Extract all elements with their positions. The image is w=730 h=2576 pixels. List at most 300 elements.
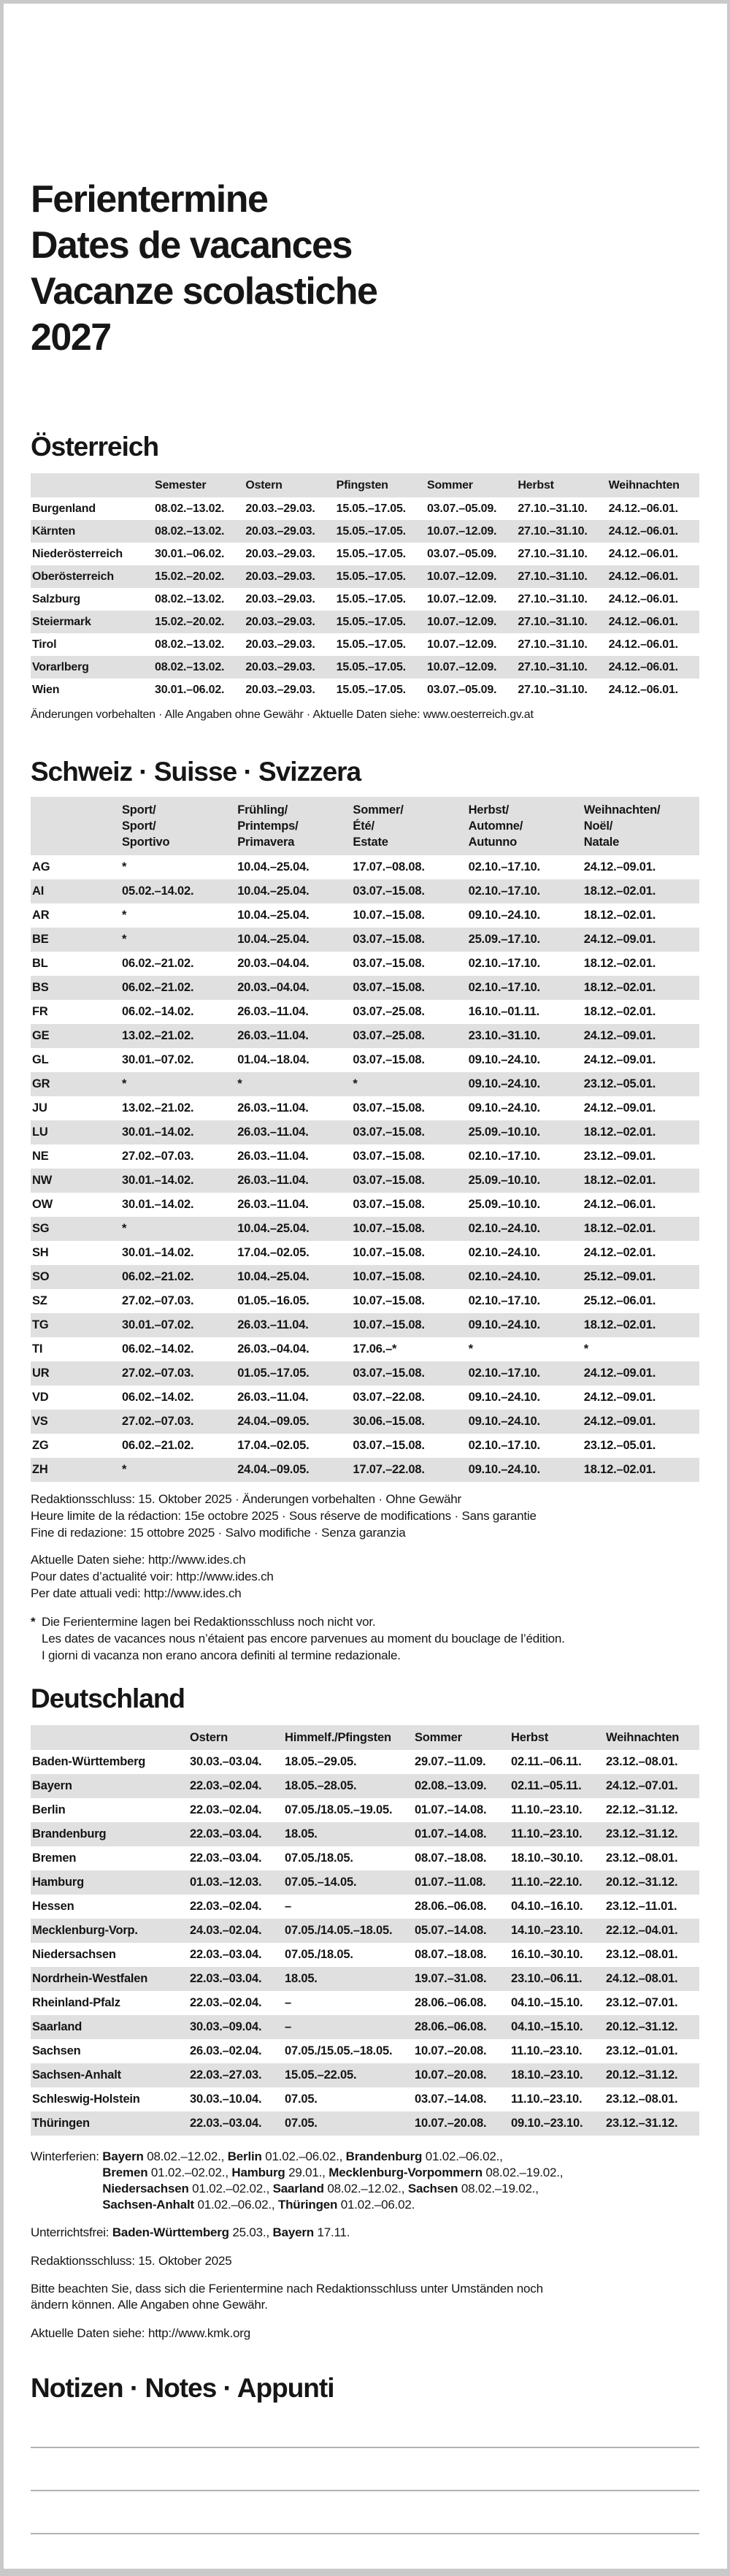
- date-cell: 10.07.–12.09.: [427, 660, 497, 673]
- table-row: [31, 976, 699, 1000]
- date-cell: 27.10.–31.10.: [518, 570, 588, 583]
- date-cell: 02.10.–17.10.: [468, 1294, 540, 1307]
- date-cell: 06.02.–21.02.: [122, 1439, 194, 1452]
- date-cell: 26.03.–11.04.: [237, 1029, 309, 1042]
- date-cell: 27.10.–31.10.: [518, 524, 588, 538]
- date-cell: 28.06.–06.08.: [415, 2020, 487, 2033]
- date-cell: 27.10.–31.10.: [518, 615, 588, 628]
- table-row: [31, 855, 699, 879]
- row-label: AR: [32, 909, 50, 922]
- ides-link-fr: Pour dates d’actualité voir: http://www.ides.ch: [31, 1570, 274, 1583]
- ides-link-de: Aktuelle Daten siehe: http://www.ides.ch: [31, 1553, 246, 1567]
- date-cell: 02.08.–13.09.: [415, 1779, 487, 1792]
- date-cell: 24.12.–06.01.: [608, 547, 678, 560]
- row-label: GE: [32, 1029, 50, 1042]
- date-cell: 22.03.–02.04.: [190, 1996, 262, 2009]
- row-label: Niederösterreich: [32, 547, 123, 560]
- switzerland-holiday-table: [31, 797, 699, 1482]
- date-cell: 18.12.–02.01.: [583, 909, 656, 922]
- table-header-row: [31, 473, 699, 497]
- date-cell: 10.07.–20.08.: [415, 2068, 487, 2082]
- document-page: [4, 4, 727, 2569]
- table-row: [31, 565, 699, 588]
- page-title: [31, 177, 701, 361]
- date-cell: 02.10.–17.10.: [468, 1367, 540, 1380]
- date-cell: 24.04.–09.05.: [237, 1415, 310, 1428]
- date-cell: 03.07.–15.08.: [353, 1198, 425, 1211]
- date-cell: 03.07.–15.08.: [353, 981, 425, 994]
- row-label: Thüringen: [32, 2117, 90, 2130]
- column-header: Herbst: [518, 478, 554, 492]
- asterisk-note-fr: Les dates de vacances nous n’étaient pas encore parvenues au moment du bouclage de l’édition.: [42, 1632, 565, 1646]
- table-row: [31, 543, 699, 565]
- austria-footnote: Änderungen vorbehalten · Alle Angaben ohne Gewähr · Aktuelle Daten siehe: www.oesterreich.gv.at: [31, 708, 534, 721]
- date-cell: 20.03.–29.03.: [245, 660, 315, 673]
- date-cell: 10.07.–12.09.: [427, 638, 497, 651]
- date-cell: 18.12.–02.01.: [583, 1005, 656, 1018]
- date-cell: 03.07.–15.08.: [353, 1101, 425, 1115]
- date-cell: 11.10.–23.10.: [511, 1803, 583, 1816]
- date-cell: 11.10.–22.10.: [511, 1876, 583, 1889]
- row-label: Hamburg: [32, 1876, 85, 1889]
- state-name: Brandenburg: [345, 2149, 423, 2163]
- date-cell: 23.12.–07.01.: [606, 1996, 678, 2009]
- table-row: [31, 1361, 699, 1386]
- table-row: [31, 1000, 699, 1024]
- date-cell: 22.03.–02.04.: [190, 1803, 262, 1816]
- section-notes: [31, 2372, 701, 2534]
- column-header: Weihnachten/ Noël/ Natale: [583, 803, 661, 849]
- date-cell: 25.12.–06.01.: [583, 1294, 656, 1307]
- date-cell: 07.05./18.05.: [285, 1948, 353, 1961]
- row-label: Saarland: [32, 2020, 82, 2033]
- date-cell: 23.12.–05.01.: [583, 1077, 656, 1090]
- date-cell: 10.04.–25.04.: [237, 933, 310, 946]
- row-label: Wien: [32, 683, 60, 696]
- date-cell: 03.07.–05.09.: [427, 502, 497, 515]
- table-row: [31, 1410, 699, 1434]
- date-cell: 27.10.–31.10.: [518, 638, 588, 651]
- date-cell: 08.07.–18.08.: [415, 1948, 487, 1961]
- date-cell: 15.05.–17.05.: [336, 660, 406, 673]
- date-cell: 30.01.–06.02.: [155, 683, 225, 696]
- date-cell: 03.07.–15.08.: [353, 1125, 425, 1139]
- winterferien-line: Bayern 08.02.–12.02., Berlin 01.02.–06.02., Brandenburg 01.02.–06.02.,: [102, 2149, 503, 2163]
- row-label: Berlin: [32, 1803, 66, 1816]
- date-cell: 11.10.–23.10.: [511, 2092, 583, 2106]
- date-cell: 18.10.–23.10.: [511, 2068, 583, 2082]
- date-cell: 20.03.–04.04.: [237, 957, 310, 970]
- date-cell: 02.10.–24.10.: [468, 1270, 540, 1283]
- date-cell: 03.07.–25.08.: [353, 1005, 425, 1018]
- date-cell: 30.01.–14.02.: [122, 1246, 194, 1259]
- row-label: TI: [32, 1342, 43, 1356]
- date-cell: –: [285, 2020, 291, 2033]
- column-header: Sommer: [427, 478, 473, 492]
- date-cell: 26.03.–11.04.: [237, 1198, 309, 1211]
- table-row: [31, 1024, 699, 1048]
- date-cell: 02.10.–24.10.: [468, 1246, 540, 1259]
- date-cell: *: [122, 933, 127, 946]
- date-cell: 06.02.–14.02.: [122, 1391, 194, 1404]
- date-cell: *: [122, 1077, 127, 1090]
- date-cell: 27.02.–07.03.: [122, 1294, 194, 1307]
- section-austria: [31, 431, 701, 722]
- date-cell: 07.05./14.05.–18.05.: [285, 1924, 393, 1937]
- date-cell: 10.07.–15.08.: [353, 909, 425, 922]
- kmk-link: Aktuelle Daten siehe: http://www.kmk.org: [31, 2326, 250, 2340]
- date-cell: 23.12.–08.01.: [606, 1755, 678, 1768]
- row-label: AG: [32, 860, 50, 874]
- date-cell: 07.05./15.05.–18.05.: [285, 2044, 393, 2057]
- section-switzerland: [31, 756, 701, 1664]
- unterrichtsfrei-note: [31, 2225, 701, 2241]
- state-name: Bremen: [102, 2166, 148, 2179]
- date-cell: 18.10.–30.10.: [511, 1851, 583, 1865]
- date-cell: 07.05./18.05.: [285, 1851, 353, 1865]
- date-cell: 03.07.–22.08.: [353, 1391, 425, 1404]
- date-cell: 23.12.–31.12.: [606, 1827, 678, 1841]
- winterferien-note: [31, 2149, 701, 2213]
- date-cell: 24.12.–06.01.: [608, 502, 678, 515]
- date-cell: 10.07.–15.08.: [353, 1270, 425, 1283]
- date-cell: *: [237, 1077, 242, 1090]
- notes-heading: Notizen · Notes · Appunti: [31, 2373, 334, 2403]
- date-cell: 02.10.–17.10.: [468, 860, 540, 874]
- row-label: AI: [32, 884, 45, 898]
- date-cell: 24.12.–06.01.: [583, 1198, 656, 1211]
- state-name: Bayern: [102, 2149, 144, 2163]
- date-cell: 10.04.–25.04.: [237, 909, 310, 922]
- date-cell: 03.07.–14.08.: [415, 2092, 487, 2106]
- date-cell: 09.10.–24.10.: [468, 909, 540, 922]
- state-name: Berlin: [227, 2149, 262, 2163]
- date-cell: 24.12.–06.01.: [608, 592, 678, 605]
- date-cell: 30.01.–14.02.: [122, 1125, 194, 1139]
- section-germany: [31, 1683, 701, 2342]
- column-header: Weihnachten: [606, 1730, 680, 1744]
- date-cell: 24.12.–06.01.: [608, 524, 678, 538]
- row-label: NW: [32, 1174, 53, 1187]
- date-cell: 23.12.–11.01.: [606, 1900, 677, 1913]
- date-cell: 30.01.–06.02.: [155, 547, 225, 560]
- date-cell: 22.03.–03.04.: [190, 1851, 262, 1865]
- date-cell: 27.02.–07.03.: [122, 1150, 194, 1163]
- table-row: [31, 611, 699, 633]
- date-cell: 08.02.–13.02.: [155, 638, 225, 651]
- row-label: JU: [32, 1101, 47, 1115]
- state-name: Sachsen: [407, 2182, 458, 2195]
- table-row: [31, 1798, 699, 1822]
- date-cell: 24.12.–09.01.: [583, 933, 656, 946]
- table-row: [31, 1870, 699, 1895]
- austria-heading: Österreich: [31, 432, 159, 462]
- table-row: [31, 2063, 699, 2087]
- winterferien-line: Niedersachsen 01.02.–02.02., Saarland 08.02.–12.02., Sachsen 08.02.–19.02.,: [102, 2182, 539, 2195]
- date-cell: 23.12.–31.12.: [606, 2117, 678, 2130]
- column-header: Herbst/ Automne/ Autunno: [468, 803, 523, 849]
- date-cell: 10.04.–25.04.: [237, 860, 310, 874]
- date-cell: 22.12.–31.12.: [606, 1803, 678, 1816]
- table-header-row: [31, 797, 699, 855]
- row-label: SO: [32, 1270, 50, 1283]
- table-row: [31, 1895, 699, 1919]
- row-label: NE: [32, 1150, 49, 1163]
- row-label: Sachsen-Anhalt: [32, 2068, 121, 2082]
- date-cell: *: [122, 909, 127, 922]
- table-row: [31, 1919, 699, 1943]
- winterferien-line: Sachsen-Anhalt 01.02.–06.02., Thüringen 01.02.–06.02.: [102, 2198, 415, 2212]
- date-cell: 01.07.–11.08.: [415, 1876, 486, 1889]
- date-cell: 25.09.–17.10.: [468, 933, 540, 946]
- table-row: [31, 1774, 699, 1798]
- date-cell: 18.12.–02.01.: [583, 1174, 656, 1187]
- date-cell: 01.03.–12.03.: [190, 1876, 262, 1889]
- date-cell: 25.12.–09.01.: [583, 1270, 656, 1283]
- date-cell: 23.12.–08.01.: [606, 2092, 678, 2106]
- asterisk-note-de: Die Ferientermine lagen bei Redaktionsschluss noch nicht vor.: [42, 1615, 376, 1629]
- date-cell: 02.11.–06.11.: [511, 1755, 582, 1768]
- winterferien-line: Bremen 01.02.–02.02., Hamburg 29.01., Mecklenburg-Vorpommern 08.02.–19.02.,: [102, 2166, 564, 2179]
- table-row: [31, 1217, 699, 1241]
- table-row: [31, 928, 699, 952]
- date-cell: 23.12.–09.01.: [583, 1150, 656, 1163]
- column-header: Sport/ Sport/ Sportivo: [122, 803, 170, 849]
- date-cell: 26.03.–11.04.: [237, 1101, 309, 1115]
- date-cell: 03.07.–15.08.: [353, 957, 425, 970]
- unterrichtsfrei-label: Unterrichtsfrei:: [31, 2225, 112, 2239]
- date-cell: 15.05.–17.05.: [336, 524, 406, 538]
- row-label: Schleswig-Holstein: [32, 2092, 140, 2106]
- date-cell: 23.12.–08.01.: [606, 1948, 678, 1961]
- date-cell: 11.10.–23.10.: [511, 2044, 583, 2057]
- date-cell: 23.12.–01.01.: [606, 2044, 678, 2057]
- date-cell: 03.07.–25.08.: [353, 1029, 425, 1042]
- date-cell: 27.10.–31.10.: [518, 660, 588, 673]
- table-row: [31, 588, 699, 611]
- date-cell: 01.05.–17.05.: [237, 1367, 310, 1380]
- date-cell: 11.10.–23.10.: [511, 1827, 583, 1841]
- winterferien-label: Winterferien:: [31, 2149, 103, 2163]
- table-row: [31, 1434, 699, 1458]
- date-cell: 17.06.–*: [353, 1342, 397, 1356]
- date-cell: 27.10.–31.10.: [518, 547, 588, 560]
- ruled-line: [31, 2490, 699, 2491]
- date-cell: 22.12.–04.01.: [606, 1924, 678, 1937]
- date-cell: 22.03.–03.04.: [190, 1827, 262, 1841]
- date-cell: 20.03.–29.03.: [245, 615, 315, 628]
- row-label: TG: [32, 1318, 49, 1331]
- row-label: Hessen: [32, 1900, 74, 1913]
- date-cell: 14.10.–23.10.: [511, 1924, 583, 1937]
- date-cell: 09.10.–24.10.: [468, 1077, 540, 1090]
- table-header-row: [31, 1725, 699, 1750]
- date-cell: 05.02.–14.02.: [122, 884, 194, 898]
- date-cell: 15.05.–17.05.: [336, 638, 406, 651]
- table-row: [31, 2039, 699, 2063]
- row-label: Steiermark: [32, 615, 91, 628]
- row-label: SZ: [32, 1294, 47, 1307]
- date-cell: 25.09.–10.10.: [468, 1125, 540, 1139]
- date-cell: 02.10.–17.10.: [468, 1439, 540, 1452]
- date-cell: *: [583, 1342, 589, 1356]
- date-cell: 28.06.–06.08.: [415, 1996, 487, 2009]
- date-cell: 01.07.–14.08.: [415, 1827, 487, 1841]
- row-label: OW: [32, 1198, 53, 1211]
- date-cell: 09.10.–24.10.: [468, 1463, 540, 1476]
- table-row: [31, 1846, 699, 1870]
- row-label: Nordrhein-Westfalen: [32, 1972, 148, 1985]
- date-cell: 08.07.–18.08.: [415, 1851, 487, 1865]
- austria-holiday-table: [31, 473, 699, 701]
- date-cell: 24.12.–09.01.: [583, 1029, 656, 1042]
- date-cell: 10.07.–15.08.: [353, 1318, 425, 1331]
- column-header: Ostern: [190, 1730, 228, 1744]
- date-cell: 30.06.–15.08.: [353, 1415, 425, 1428]
- column-header: Ostern: [245, 478, 283, 492]
- table-row: [31, 1193, 699, 1217]
- winterferien-dates: [102, 2149, 563, 2213]
- date-cell: –: [285, 1900, 291, 1913]
- date-cell: 26.03.–04.04.: [237, 1342, 310, 1356]
- date-cell: 30.01.–07.02.: [122, 1318, 194, 1331]
- row-label: ZH: [32, 1463, 48, 1476]
- row-label: Burgenland: [32, 502, 96, 515]
- title-line-1: Ferientermine: [31, 178, 268, 221]
- date-cell: 15.05.–17.05.: [336, 592, 406, 605]
- date-cell: 03.07.–15.08.: [353, 1150, 425, 1163]
- title-line-4: 2027: [31, 316, 111, 359]
- table-row: [31, 1169, 699, 1193]
- date-cell: 01.05.–16.05.: [237, 1294, 310, 1307]
- date-cell: 13.02.–21.02.: [122, 1029, 194, 1042]
- switzerland-heading: Schweiz · Suisse · Svizzera: [31, 757, 361, 787]
- date-cell: 15.05.–22.05.: [285, 2068, 357, 2082]
- date-cell: 30.03.–03.04.: [190, 1755, 262, 1768]
- table-row: [31, 1337, 699, 1361]
- date-cell: 30.01.–07.02.: [122, 1053, 194, 1066]
- row-label: SH: [32, 1246, 49, 1259]
- date-cell: *: [122, 1222, 127, 1235]
- table-row: [31, 2087, 699, 2111]
- date-cell: 18.12.–02.01.: [583, 884, 656, 898]
- germany-disclaimer: Bitte beachten Sie, dass sich die Ferientermine nach Redaktionsschluss unter Umständen noch ändern können. Alle Angaben ohne Gewähr.: [31, 2282, 543, 2312]
- date-cell: 02.10.–17.10.: [468, 884, 540, 898]
- row-label: Bremen: [32, 1851, 77, 1865]
- table-row: [31, 1072, 699, 1096]
- state-name: Bayern: [272, 2225, 314, 2239]
- unterrichtsfrei-dates: Baden-Württemberg 25.03., Bayern 17.11.: [112, 2225, 350, 2239]
- date-cell: 06.02.–14.02.: [122, 1342, 194, 1356]
- germany-deadline: Redaktionsschluss: 15. Oktober 2025: [31, 2254, 232, 2268]
- date-cell: 20.03.–29.03.: [245, 570, 315, 583]
- table-row: [31, 1241, 699, 1265]
- table-row: [31, 1943, 699, 1967]
- date-cell: 24.12.–06.01.: [608, 638, 678, 651]
- row-label: VS: [32, 1415, 48, 1428]
- date-cell: 24.04.–09.05.: [237, 1463, 310, 1476]
- date-cell: 08.02.–13.02.: [155, 524, 225, 538]
- date-cell: 24.12.–06.01.: [608, 615, 678, 628]
- germany-holiday-table: [31, 1725, 699, 2136]
- date-cell: 03.07.–15.08.: [353, 933, 425, 946]
- column-header: Sommer/ Été/ Estate: [353, 803, 404, 849]
- state-name: Thüringen: [277, 2198, 338, 2212]
- date-cell: 22.03.–02.04.: [190, 1779, 262, 1792]
- deadline-note-fr: Heure limite de la rédaction: 15e octobre 2025 · Sous réserve de modifications · Sans garantie: [31, 1509, 537, 1523]
- date-cell: 07.05.–14.05.: [285, 1876, 357, 1889]
- date-cell: 24.12.–09.01.: [583, 1053, 656, 1066]
- date-cell: 06.02.–21.02.: [122, 1270, 194, 1283]
- date-cell: 26.03.–02.04.: [190, 2044, 262, 2057]
- date-cell: 15.05.–17.05.: [336, 570, 406, 583]
- date-cell: 13.02.–21.02.: [122, 1101, 194, 1115]
- asterisk-footnote-text: [42, 1613, 701, 1664]
- date-cell: 30.03.–10.04.: [190, 2092, 262, 2106]
- date-cell: 08.02.–13.02.: [155, 502, 225, 515]
- table-row: [31, 1144, 699, 1169]
- table-row: [31, 1386, 699, 1410]
- column-header: Herbst: [511, 1730, 549, 1744]
- table-row: [31, 520, 699, 543]
- asterisk-marker: *: [31, 1615, 36, 1629]
- row-label: BE: [32, 933, 49, 946]
- date-cell: 07.05.: [285, 2117, 318, 2130]
- date-cell: 02.10.–17.10.: [468, 957, 540, 970]
- date-cell: 03.07.–05.09.: [427, 547, 497, 560]
- date-cell: 10.07.–20.08.: [415, 2117, 487, 2130]
- date-cell: 15.05.–17.05.: [336, 615, 406, 628]
- date-cell: 22.03.–02.04.: [190, 1900, 262, 1913]
- row-label: Kärnten: [32, 524, 76, 538]
- table-row: [31, 903, 699, 928]
- date-cell: 16.10.–30.10.: [511, 1948, 583, 1961]
- date-cell: 17.07.–22.08.: [353, 1463, 425, 1476]
- date-cell: 20.03.–29.03.: [245, 638, 315, 651]
- date-cell: 27.10.–31.10.: [518, 683, 588, 696]
- date-cell: 15.05.–17.05.: [336, 547, 406, 560]
- table-row: [31, 679, 699, 701]
- note-ruled-lines: [31, 2447, 699, 2534]
- deadline-note-de: Redaktionsschluss: 15. Oktober 2025 · Änderungen vorbehalten · Ohne Gewähr: [31, 1492, 462, 1506]
- date-cell: *: [468, 1342, 473, 1356]
- date-cell: 19.07.–31.08.: [415, 1972, 487, 1985]
- date-cell: 10.04.–25.04.: [237, 1270, 310, 1283]
- state-name: Niedersachsen: [102, 2182, 189, 2195]
- date-cell: 05.07.–14.08.: [415, 1924, 487, 1937]
- row-label: BL: [32, 957, 48, 970]
- row-label: Niedersachsen: [32, 1948, 116, 1961]
- date-cell: 02.10.–24.10.: [468, 1222, 540, 1235]
- date-cell: 20.03.–29.03.: [245, 524, 315, 538]
- date-cell: 09.10.–24.10.: [468, 1101, 540, 1115]
- table-row: [31, 656, 699, 679]
- date-cell: 22.03.–27.03.: [190, 2068, 262, 2082]
- column-header: Weihnachten: [608, 478, 680, 492]
- date-cell: 16.10.–01.11.: [468, 1005, 540, 1018]
- date-cell: 15.05.–17.05.: [336, 683, 406, 696]
- table-row: [31, 952, 699, 976]
- table-row: [31, 1048, 699, 1072]
- date-cell: 02.11.–05.11.: [511, 1779, 582, 1792]
- date-cell: 26.03.–11.04.: [237, 1005, 309, 1018]
- date-cell: 26.03.–11.04.: [237, 1174, 309, 1187]
- date-cell: 10.07.–12.09.: [427, 570, 497, 583]
- date-cell: 09.10.–24.10.: [468, 1415, 540, 1428]
- date-cell: 03.07.–15.08.: [353, 884, 425, 898]
- row-label: UR: [32, 1367, 50, 1380]
- column-header: Pfingsten: [336, 478, 388, 492]
